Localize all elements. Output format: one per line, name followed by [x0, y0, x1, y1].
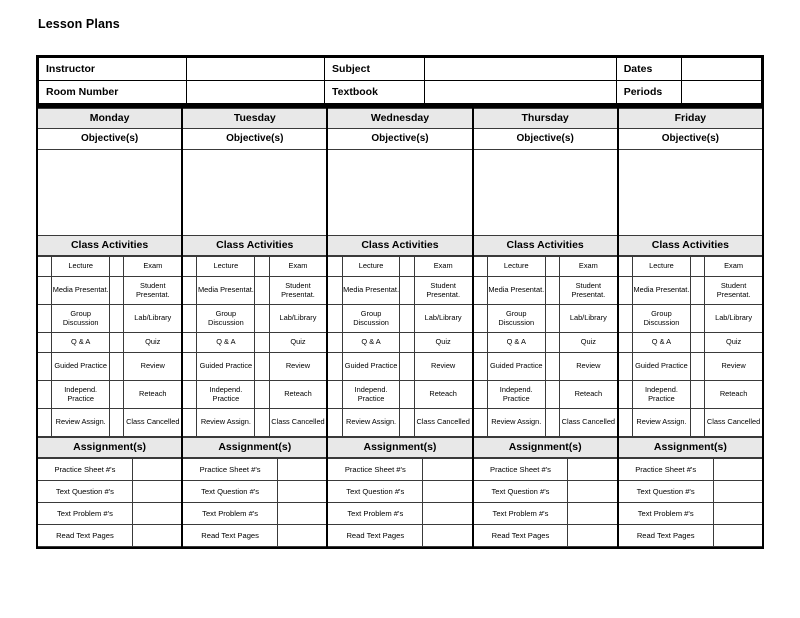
assignment-field[interactable] — [423, 459, 472, 481]
day-header-thursday: Thursday — [474, 109, 617, 129]
activity-label: Guided Practice — [342, 353, 400, 381]
activity-checkbox[interactable] — [255, 257, 269, 277]
activity-row — [38, 305, 181, 333]
assignment-field[interactable] — [568, 503, 617, 525]
activity-checkbox[interactable] — [328, 409, 342, 437]
assignment-label: Text Question #'s — [183, 481, 277, 503]
activity-checkbox[interactable] — [400, 305, 414, 333]
activity-label: Class Cancelled — [559, 409, 616, 437]
activity-checkbox[interactable] — [545, 257, 559, 277]
assignment-row — [474, 525, 617, 547]
activity-label: Review — [124, 353, 181, 381]
activity-checkbox[interactable] — [619, 353, 633, 381]
info-table — [36, 55, 764, 106]
activity-row — [183, 305, 326, 333]
activity-row — [38, 409, 181, 437]
activity-checkbox[interactable] — [183, 409, 197, 437]
activity-label: Media Presentat. — [197, 277, 255, 305]
activity-checkbox[interactable] — [474, 277, 488, 305]
activity-row — [619, 353, 762, 381]
assignment-field[interactable] — [568, 525, 617, 547]
activity-checkbox[interactable] — [255, 353, 269, 381]
activity-label: Lab/Library — [124, 305, 181, 333]
activity-checkbox[interactable] — [545, 333, 559, 353]
assignment-row — [38, 459, 181, 481]
info-row-1 — [39, 58, 762, 81]
week-grid — [36, 106, 764, 549]
activity-label: Q & A — [197, 333, 255, 353]
activity-label: Class Cancelled — [705, 409, 762, 437]
activity-checkbox[interactable] — [328, 333, 342, 353]
objectives-field-wednesday[interactable] — [328, 150, 471, 236]
day-column-monday — [37, 107, 182, 548]
assignment-field[interactable] — [423, 503, 472, 525]
assignment-row — [183, 503, 326, 525]
activity-label: Quiz — [269, 333, 326, 353]
activity-label: Guided Practice — [633, 353, 691, 381]
activity-checkbox[interactable] — [110, 305, 124, 333]
assignments-grid-wednesday — [328, 458, 471, 547]
activity-label: Guided Practice — [487, 353, 545, 381]
activity-label: Lecture — [342, 257, 400, 277]
activity-checkbox[interactable] — [474, 257, 488, 277]
objectives-label-friday: Objective(s) — [619, 129, 762, 150]
assignment-row — [328, 481, 471, 503]
activity-label: Lab/Library — [705, 305, 762, 333]
dates-field[interactable] — [681, 58, 761, 81]
assignment-row — [38, 503, 181, 525]
activity-label: Reteach — [414, 381, 471, 409]
activity-checkbox[interactable] — [110, 409, 124, 437]
activity-checkbox[interactable] — [400, 381, 414, 409]
activity-label: Independ. Practice — [52, 381, 110, 409]
activity-checkbox[interactable] — [474, 409, 488, 437]
activity-label: Guided Practice — [52, 353, 110, 381]
activity-checkbox[interactable] — [110, 257, 124, 277]
objectives-label-wednesday: Objective(s) — [328, 129, 471, 150]
day-header-wednesday: Wednesday — [328, 109, 471, 129]
activity-row — [38, 333, 181, 353]
activity-checkbox[interactable] — [545, 277, 559, 305]
activity-label: Media Presentat. — [633, 277, 691, 305]
assignment-label: Text Problem #'s — [328, 503, 422, 525]
activity-checkbox[interactable] — [690, 353, 704, 381]
activity-row — [619, 277, 762, 305]
activity-checkbox[interactable] — [38, 381, 52, 409]
activity-label: Media Presentat. — [487, 277, 545, 305]
subject-field[interactable] — [424, 58, 616, 81]
activity-checkbox[interactable] — [110, 277, 124, 305]
activity-checkbox[interactable] — [474, 353, 488, 381]
activity-checkbox[interactable] — [328, 381, 342, 409]
activity-checkbox[interactable] — [255, 381, 269, 409]
activity-label: Lab/Library — [414, 305, 471, 333]
class-activities-header-tuesday: Class Activities — [183, 236, 326, 256]
objectives-field-monday[interactable] — [38, 150, 181, 236]
activity-label: Exam — [124, 257, 181, 277]
activity-row — [328, 305, 471, 333]
activity-checkbox[interactable] — [255, 277, 269, 305]
activity-row — [474, 305, 617, 333]
activity-checkbox[interactable] — [255, 409, 269, 437]
activity-row — [619, 409, 762, 437]
assignment-label: Text Problem #'s — [619, 503, 713, 525]
day-header-tuesday: Tuesday — [183, 109, 326, 129]
activity-label: Lecture — [487, 257, 545, 277]
day-column-wednesday — [327, 107, 472, 548]
activity-checkbox[interactable] — [328, 277, 342, 305]
activity-checkbox[interactable] — [255, 333, 269, 353]
assignment-field[interactable] — [132, 481, 181, 503]
activity-checkbox[interactable] — [619, 381, 633, 409]
activity-row — [619, 381, 762, 409]
activity-label: Lecture — [633, 257, 691, 277]
subject-label: Subject — [325, 58, 425, 81]
activity-label: Reteach — [705, 381, 762, 409]
assignment-row — [328, 503, 471, 525]
activity-checkbox[interactable] — [619, 333, 633, 353]
activity-checkbox[interactable] — [545, 409, 559, 437]
activity-label: Reteach — [559, 381, 616, 409]
activity-row — [474, 257, 617, 277]
activity-checkbox[interactable] — [474, 381, 488, 409]
assignment-row — [183, 525, 326, 547]
assignment-field[interactable] — [713, 503, 762, 525]
assignment-label: Text Question #'s — [474, 481, 568, 503]
assignment-row — [183, 481, 326, 503]
activity-label: Quiz — [414, 333, 471, 353]
activity-row — [474, 409, 617, 437]
assignment-field[interactable] — [278, 459, 327, 481]
assignments-header-wednesday: Assignment(s) — [328, 438, 471, 458]
assignment-field[interactable] — [568, 459, 617, 481]
assignment-label: Read Text Pages — [38, 525, 132, 547]
activity-label: Lecture — [52, 257, 110, 277]
textbook-label: Textbook — [325, 81, 425, 104]
assignment-label: Text Problem #'s — [183, 503, 277, 525]
activity-row — [38, 257, 181, 277]
activity-label: Reteach — [269, 381, 326, 409]
activity-label: Exam — [414, 257, 471, 277]
activity-label: Q & A — [52, 333, 110, 353]
activity-label: Class Cancelled — [414, 409, 471, 437]
assignment-label: Read Text Pages — [328, 525, 422, 547]
assignment-row — [619, 503, 762, 525]
activity-label: Review Assign. — [487, 409, 545, 437]
activity-checkbox[interactable] — [183, 277, 197, 305]
assignments-grid-tuesday — [183, 458, 326, 547]
assignment-label: Practice Sheet #'s — [474, 459, 568, 481]
activity-checkbox[interactable] — [110, 353, 124, 381]
assignment-row — [474, 459, 617, 481]
activity-label: Group Discussion — [197, 305, 255, 333]
assignment-field[interactable] — [423, 525, 472, 547]
assignment-field[interactable] — [278, 481, 327, 503]
assignment-row — [619, 525, 762, 547]
periods-label: Periods — [616, 81, 681, 104]
activity-checkbox[interactable] — [328, 305, 342, 333]
activity-label: Independ. Practice — [487, 381, 545, 409]
activity-checkbox[interactable] — [619, 277, 633, 305]
activity-checkbox[interactable] — [474, 333, 488, 353]
activity-label: Lab/Library — [559, 305, 616, 333]
activity-checkbox[interactable] — [183, 381, 197, 409]
activity-label: Media Presentat. — [52, 277, 110, 305]
activity-label: Review — [559, 353, 616, 381]
textbook-field[interactable] — [424, 81, 616, 104]
objectives-label-monday: Objective(s) — [38, 129, 181, 150]
instructor-label: Instructor — [39, 58, 187, 81]
assignment-field[interactable] — [713, 525, 762, 547]
activity-label: Student Presentat. — [705, 277, 762, 305]
activity-label: Lab/Library — [269, 305, 326, 333]
assignment-label: Text Question #'s — [38, 481, 132, 503]
activity-checkbox[interactable] — [183, 257, 197, 277]
activity-checkbox[interactable] — [38, 409, 52, 437]
objectives-field-tuesday[interactable] — [183, 150, 326, 236]
activity-label: Group Discussion — [342, 305, 400, 333]
objectives-label-thursday: Objective(s) — [474, 129, 617, 150]
activity-checkbox[interactable] — [110, 381, 124, 409]
activity-checkbox[interactable] — [38, 333, 52, 353]
periods-field[interactable] — [681, 81, 761, 104]
activity-checkbox[interactable] — [619, 305, 633, 333]
activity-row — [474, 353, 617, 381]
activity-row — [619, 333, 762, 353]
activity-label: Review Assign. — [52, 409, 110, 437]
activity-checkbox[interactable] — [690, 409, 704, 437]
activity-label: Q & A — [342, 333, 400, 353]
assignment-field[interactable] — [132, 503, 181, 525]
class-activities-header-wednesday: Class Activities — [328, 236, 471, 256]
activity-label: Group Discussion — [633, 305, 691, 333]
activity-row — [328, 409, 471, 437]
assignment-row — [328, 459, 471, 481]
activity-row — [183, 277, 326, 305]
activity-label: Group Discussion — [487, 305, 545, 333]
activity-label: Class Cancelled — [124, 409, 181, 437]
assignment-field[interactable] — [423, 481, 472, 503]
assignment-row — [474, 481, 617, 503]
activities-grid-tuesday — [183, 256, 326, 437]
activity-checkbox[interactable] — [38, 257, 52, 277]
page-title: Lesson Plans — [38, 17, 120, 31]
day-column-thursday — [473, 107, 618, 548]
activity-label: Review Assign. — [197, 409, 255, 437]
activity-checkbox[interactable] — [400, 257, 414, 277]
activity-row — [183, 353, 326, 381]
activity-label: Quiz — [559, 333, 616, 353]
activity-row — [474, 333, 617, 353]
activity-row — [328, 277, 471, 305]
activity-label: Review — [414, 353, 471, 381]
activity-checkbox[interactable] — [183, 333, 197, 353]
assignment-field[interactable] — [278, 525, 327, 547]
activity-checkbox[interactable] — [183, 353, 197, 381]
activity-checkbox[interactable] — [619, 409, 633, 437]
assignment-field[interactable] — [713, 481, 762, 503]
activity-checkbox[interactable] — [255, 305, 269, 333]
assignment-label: Practice Sheet #'s — [328, 459, 422, 481]
activity-row — [619, 305, 762, 333]
room-number-label: Room Number — [39, 81, 187, 104]
objectives-field-friday[interactable] — [619, 150, 762, 236]
activity-row — [474, 381, 617, 409]
activity-row — [183, 409, 326, 437]
activity-label: Q & A — [487, 333, 545, 353]
assignment-label: Read Text Pages — [619, 525, 713, 547]
activity-label: Student Presentat. — [269, 277, 326, 305]
activity-label: Guided Practice — [197, 353, 255, 381]
day-header-friday: Friday — [619, 109, 762, 129]
activity-label: Review — [269, 353, 326, 381]
activity-row — [328, 381, 471, 409]
activity-row — [474, 277, 617, 305]
assignment-label: Text Problem #'s — [38, 503, 132, 525]
class-activities-header-friday: Class Activities — [619, 236, 762, 256]
activity-row — [183, 257, 326, 277]
assignment-label: Practice Sheet #'s — [619, 459, 713, 481]
activity-row — [619, 257, 762, 277]
assignments-grid-friday — [619, 458, 762, 547]
activity-checkbox[interactable] — [474, 305, 488, 333]
activities-grid-friday — [619, 256, 762, 437]
objectives-label-tuesday: Objective(s) — [183, 129, 326, 150]
activity-label: Review Assign. — [633, 409, 691, 437]
activity-checkbox[interactable] — [690, 277, 704, 305]
week-columns-row — [37, 107, 763, 548]
activity-checkbox[interactable] — [110, 333, 124, 353]
activity-label: Independ. Practice — [342, 381, 400, 409]
activities-grid-monday — [38, 256, 181, 437]
assignments-header-monday: Assignment(s) — [38, 438, 181, 458]
assignment-row — [38, 525, 181, 547]
assignments-header-friday: Assignment(s) — [619, 438, 762, 458]
activity-label: Q & A — [633, 333, 691, 353]
activity-label: Quiz — [705, 333, 762, 353]
class-activities-header-monday: Class Activities — [38, 236, 181, 256]
assignment-row — [474, 503, 617, 525]
activity-checkbox[interactable] — [328, 353, 342, 381]
day-header-monday: Monday — [38, 109, 181, 129]
activity-checkbox[interactable] — [400, 277, 414, 305]
assignment-field[interactable] — [278, 503, 327, 525]
assignment-row — [38, 481, 181, 503]
activity-checkbox[interactable] — [38, 353, 52, 381]
activity-row — [328, 353, 471, 381]
activity-checkbox[interactable] — [400, 333, 414, 353]
activity-checkbox[interactable] — [38, 277, 52, 305]
assignments-grid-thursday — [474, 458, 617, 547]
activity-checkbox[interactable] — [328, 257, 342, 277]
assignment-row — [183, 459, 326, 481]
activities-grid-wednesday — [328, 256, 471, 437]
activity-label: Review Assign. — [342, 409, 400, 437]
activity-checkbox[interactable] — [183, 305, 197, 333]
activity-checkbox[interactable] — [545, 381, 559, 409]
day-column-friday — [618, 107, 763, 548]
activity-row — [183, 381, 326, 409]
dates-label: Dates — [616, 58, 681, 81]
assignment-label: Text Problem #'s — [474, 503, 568, 525]
activity-label: Quiz — [124, 333, 181, 353]
activity-label: Class Cancelled — [269, 409, 326, 437]
day-column-tuesday — [182, 107, 327, 548]
activity-label: Reteach — [124, 381, 181, 409]
activity-label: Review — [705, 353, 762, 381]
activity-checkbox[interactable] — [619, 257, 633, 277]
activity-label: Lecture — [197, 257, 255, 277]
assignment-label: Read Text Pages — [474, 525, 568, 547]
assignment-label: Practice Sheet #'s — [183, 459, 277, 481]
activity-label: Exam — [705, 257, 762, 277]
activities-grid-thursday — [474, 256, 617, 437]
activity-checkbox[interactable] — [38, 305, 52, 333]
activity-checkbox[interactable] — [690, 257, 704, 277]
assignment-label: Practice Sheet #'s — [38, 459, 132, 481]
assignment-row — [619, 459, 762, 481]
activity-row — [38, 381, 181, 409]
activity-label: Exam — [559, 257, 616, 277]
assignments-grid-monday — [38, 458, 181, 547]
info-row-2 — [39, 81, 762, 104]
activity-label: Student Presentat. — [414, 277, 471, 305]
activity-label: Independ. Practice — [633, 381, 691, 409]
activity-label: Independ. Practice — [197, 381, 255, 409]
activity-checkbox[interactable] — [545, 305, 559, 333]
activity-checkbox[interactable] — [690, 305, 704, 333]
class-activities-header-thursday: Class Activities — [474, 236, 617, 256]
activity-checkbox[interactable] — [400, 353, 414, 381]
assignment-field[interactable] — [132, 459, 181, 481]
assignment-label: Text Question #'s — [619, 481, 713, 503]
assignment-field[interactable] — [713, 459, 762, 481]
objectives-field-thursday[interactable] — [474, 150, 617, 236]
assignments-header-tuesday: Assignment(s) — [183, 438, 326, 458]
assignment-row — [619, 481, 762, 503]
activity-row — [38, 353, 181, 381]
activity-row — [38, 277, 181, 305]
assignment-field[interactable] — [132, 525, 181, 547]
assignments-header-thursday: Assignment(s) — [474, 438, 617, 458]
activity-label: Media Presentat. — [342, 277, 400, 305]
activity-row — [328, 257, 471, 277]
assignment-label: Read Text Pages — [183, 525, 277, 547]
activity-checkbox[interactable] — [545, 353, 559, 381]
activity-label: Student Presentat. — [559, 277, 616, 305]
activity-label: Exam — [269, 257, 326, 277]
assignment-label: Text Question #'s — [328, 481, 422, 503]
activity-checkbox[interactable] — [690, 333, 704, 353]
activity-label: Student Presentat. — [124, 277, 181, 305]
activity-row — [328, 333, 471, 353]
activity-row — [183, 333, 326, 353]
activity-checkbox[interactable] — [690, 381, 704, 409]
instructor-field[interactable] — [187, 58, 325, 81]
assignment-row — [328, 525, 471, 547]
assignment-field[interactable] — [568, 481, 617, 503]
activity-checkbox[interactable] — [400, 409, 414, 437]
room-number-field[interactable] — [187, 81, 325, 104]
activity-label: Group Discussion — [52, 305, 110, 333]
